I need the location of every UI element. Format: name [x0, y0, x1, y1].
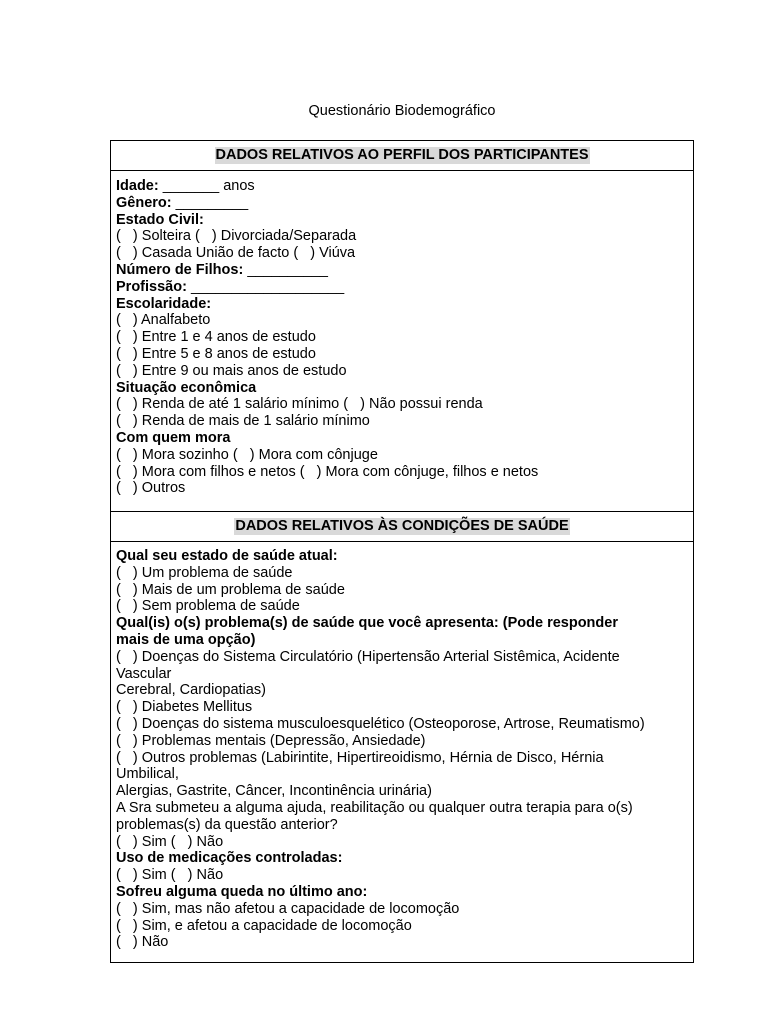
field-text: Cerebral, Cardiopatias) [116, 682, 266, 699]
field-text: ( ) Mais de um problema de saúde [116, 581, 345, 598]
field-text: ( ) Sim ( ) Não [116, 833, 224, 850]
form-line [116, 884, 688, 901]
form-line [116, 413, 688, 430]
form-line [116, 464, 688, 481]
field-label: Estado Civil: [116, 211, 204, 228]
field-text: ( ) Um problema de saúde [116, 564, 293, 581]
form-line [116, 850, 688, 867]
field-label: Profissão: [116, 278, 187, 295]
field-label: Sofreu alguma queda no último ano: [116, 883, 368, 900]
field-text: ( ) Casada União de facto ( ) Viúva [116, 245, 356, 262]
form-line [116, 346, 688, 363]
field-label: Qual seu estado de saúde atual: [116, 548, 338, 564]
form-line [116, 750, 688, 767]
field-text: ( ) Problemas mentais (Depressão, Ansiedade) [116, 732, 426, 749]
field-text: __________ [243, 261, 328, 278]
field-text: ( ) Entre 5 e 8 anos de estudo [116, 345, 316, 362]
form-line [116, 178, 688, 195]
section-header-health-label: DADOS RELATIVOS ÀS CONDIÇÕES DE SAÚDE [235, 518, 569, 534]
form-line [116, 733, 688, 750]
form-line [116, 245, 688, 262]
form-line [116, 800, 688, 817]
form-line [116, 312, 688, 329]
form-line [116, 716, 688, 733]
form-line [116, 296, 688, 313]
field-label: Com quem mora [116, 429, 231, 446]
field-text: ( ) Solteira ( ) Divorciada/Separada [116, 228, 357, 245]
form-line [116, 363, 688, 380]
form-line [116, 918, 688, 935]
form-line [116, 632, 688, 649]
form-line [116, 615, 688, 632]
form-line [116, 682, 688, 699]
form-line [116, 447, 688, 464]
form-line [116, 649, 688, 666]
field-text: ( ) Diabetes Mellitus [116, 699, 253, 716]
field-text: _______ anos [158, 178, 255, 194]
form-line [116, 212, 688, 229]
field-text: ( ) Analfabeto [116, 312, 211, 329]
form-line [116, 598, 688, 615]
section-header-profile [111, 141, 693, 171]
field-label: Qual(is) o(s) problema(s) de saúde que você apresenta: (Pode responder [116, 615, 618, 632]
field-text: A Sra submeteu a alguma ajuda, reabilitação ou qualquer outra terapia para o(s) [116, 799, 633, 816]
form-line [116, 934, 688, 951]
form-line [116, 396, 688, 413]
form-line [116, 666, 688, 683]
form-line [116, 228, 688, 245]
form-line [116, 548, 688, 565]
section-header-profile-label: DADOS RELATIVOS AO PERFIL DOS PARTICIPANTES [215, 147, 589, 163]
field-label: Uso de medicações controladas: [116, 850, 343, 867]
field-label: Gênero: [116, 194, 172, 211]
field-label: Número de Filhos: [116, 261, 244, 278]
field-text: ( ) Renda de mais de 1 salário mínimo [116, 413, 370, 430]
form-line [116, 766, 688, 783]
field-text: ( ) Entre 1 e 4 anos de estudo [116, 329, 316, 346]
field-text: ( ) Doenças do Sistema Circulatório (Hipertensão Arterial Sistêmica, Acidente [116, 648, 620, 665]
field-text: ( ) Outros [116, 480, 186, 497]
form-line [116, 195, 688, 212]
form-line [116, 430, 688, 447]
section-body-profile [111, 171, 693, 512]
form-line [116, 380, 688, 397]
field-text: ( ) Mora sozinho ( ) Mora com cônjuge [116, 446, 378, 463]
field-text: problemas(s) da questão anterior? [116, 816, 338, 833]
form-line [116, 783, 688, 800]
field-text: ( ) Não [116, 934, 169, 951]
form-line [116, 582, 688, 599]
field-label: mais de uma opção) [116, 631, 256, 648]
field-text: Umbilical, [116, 766, 179, 783]
field-text: ( ) Doenças do sistema musculoesquelético (Osteoporose, Artrose, Reumatismo) [116, 715, 645, 732]
form-line [116, 565, 688, 582]
field-text: Alergias, Gastrite, Câncer, Incontinência urinária) [116, 783, 432, 800]
form-line [116, 262, 688, 279]
field-text: ( ) Sem problema de saúde [116, 598, 300, 615]
document-title: Questionário Biodemográfico [308, 103, 496, 119]
field-text: ( ) Sim, mas não afetou a capacidade de locomoção [116, 900, 460, 917]
field-text: _________ [171, 194, 249, 211]
form-line [116, 834, 688, 851]
section-header-health [111, 512, 693, 542]
field-text: ( ) Renda de até 1 salário mínimo ( ) Não possui renda [116, 396, 483, 413]
section-body-health [111, 542, 693, 962]
questionnaire-table [110, 140, 694, 963]
field-text: ( ) Entre 9 ou mais anos de estudo [116, 362, 347, 379]
field-text: ( ) Sim, e afetou a capacidade de locomoção [116, 917, 412, 934]
field-label: Escolaridade: [116, 295, 212, 312]
field-text: Vascular [116, 665, 172, 682]
form-line [116, 699, 688, 716]
field-label: Situação econômica [116, 379, 257, 396]
form-line [116, 901, 688, 918]
field-text: ( ) Sim ( ) Não [116, 867, 224, 884]
form-line [116, 329, 688, 346]
form-line [116, 867, 688, 884]
form-line [116, 817, 688, 834]
field-text: ( ) Outros problemas (Labirintite, Hipertireoidismo, Hérnia de Disco, Hérnia [116, 749, 604, 766]
field-text: ___________________ [186, 278, 345, 295]
field-label: Idade: [116, 178, 159, 194]
field-text: ( ) Mora com filhos e netos ( ) Mora com cônjuge, filhos e netos [116, 463, 539, 480]
form-line [116, 480, 688, 497]
form-line [116, 279, 688, 296]
